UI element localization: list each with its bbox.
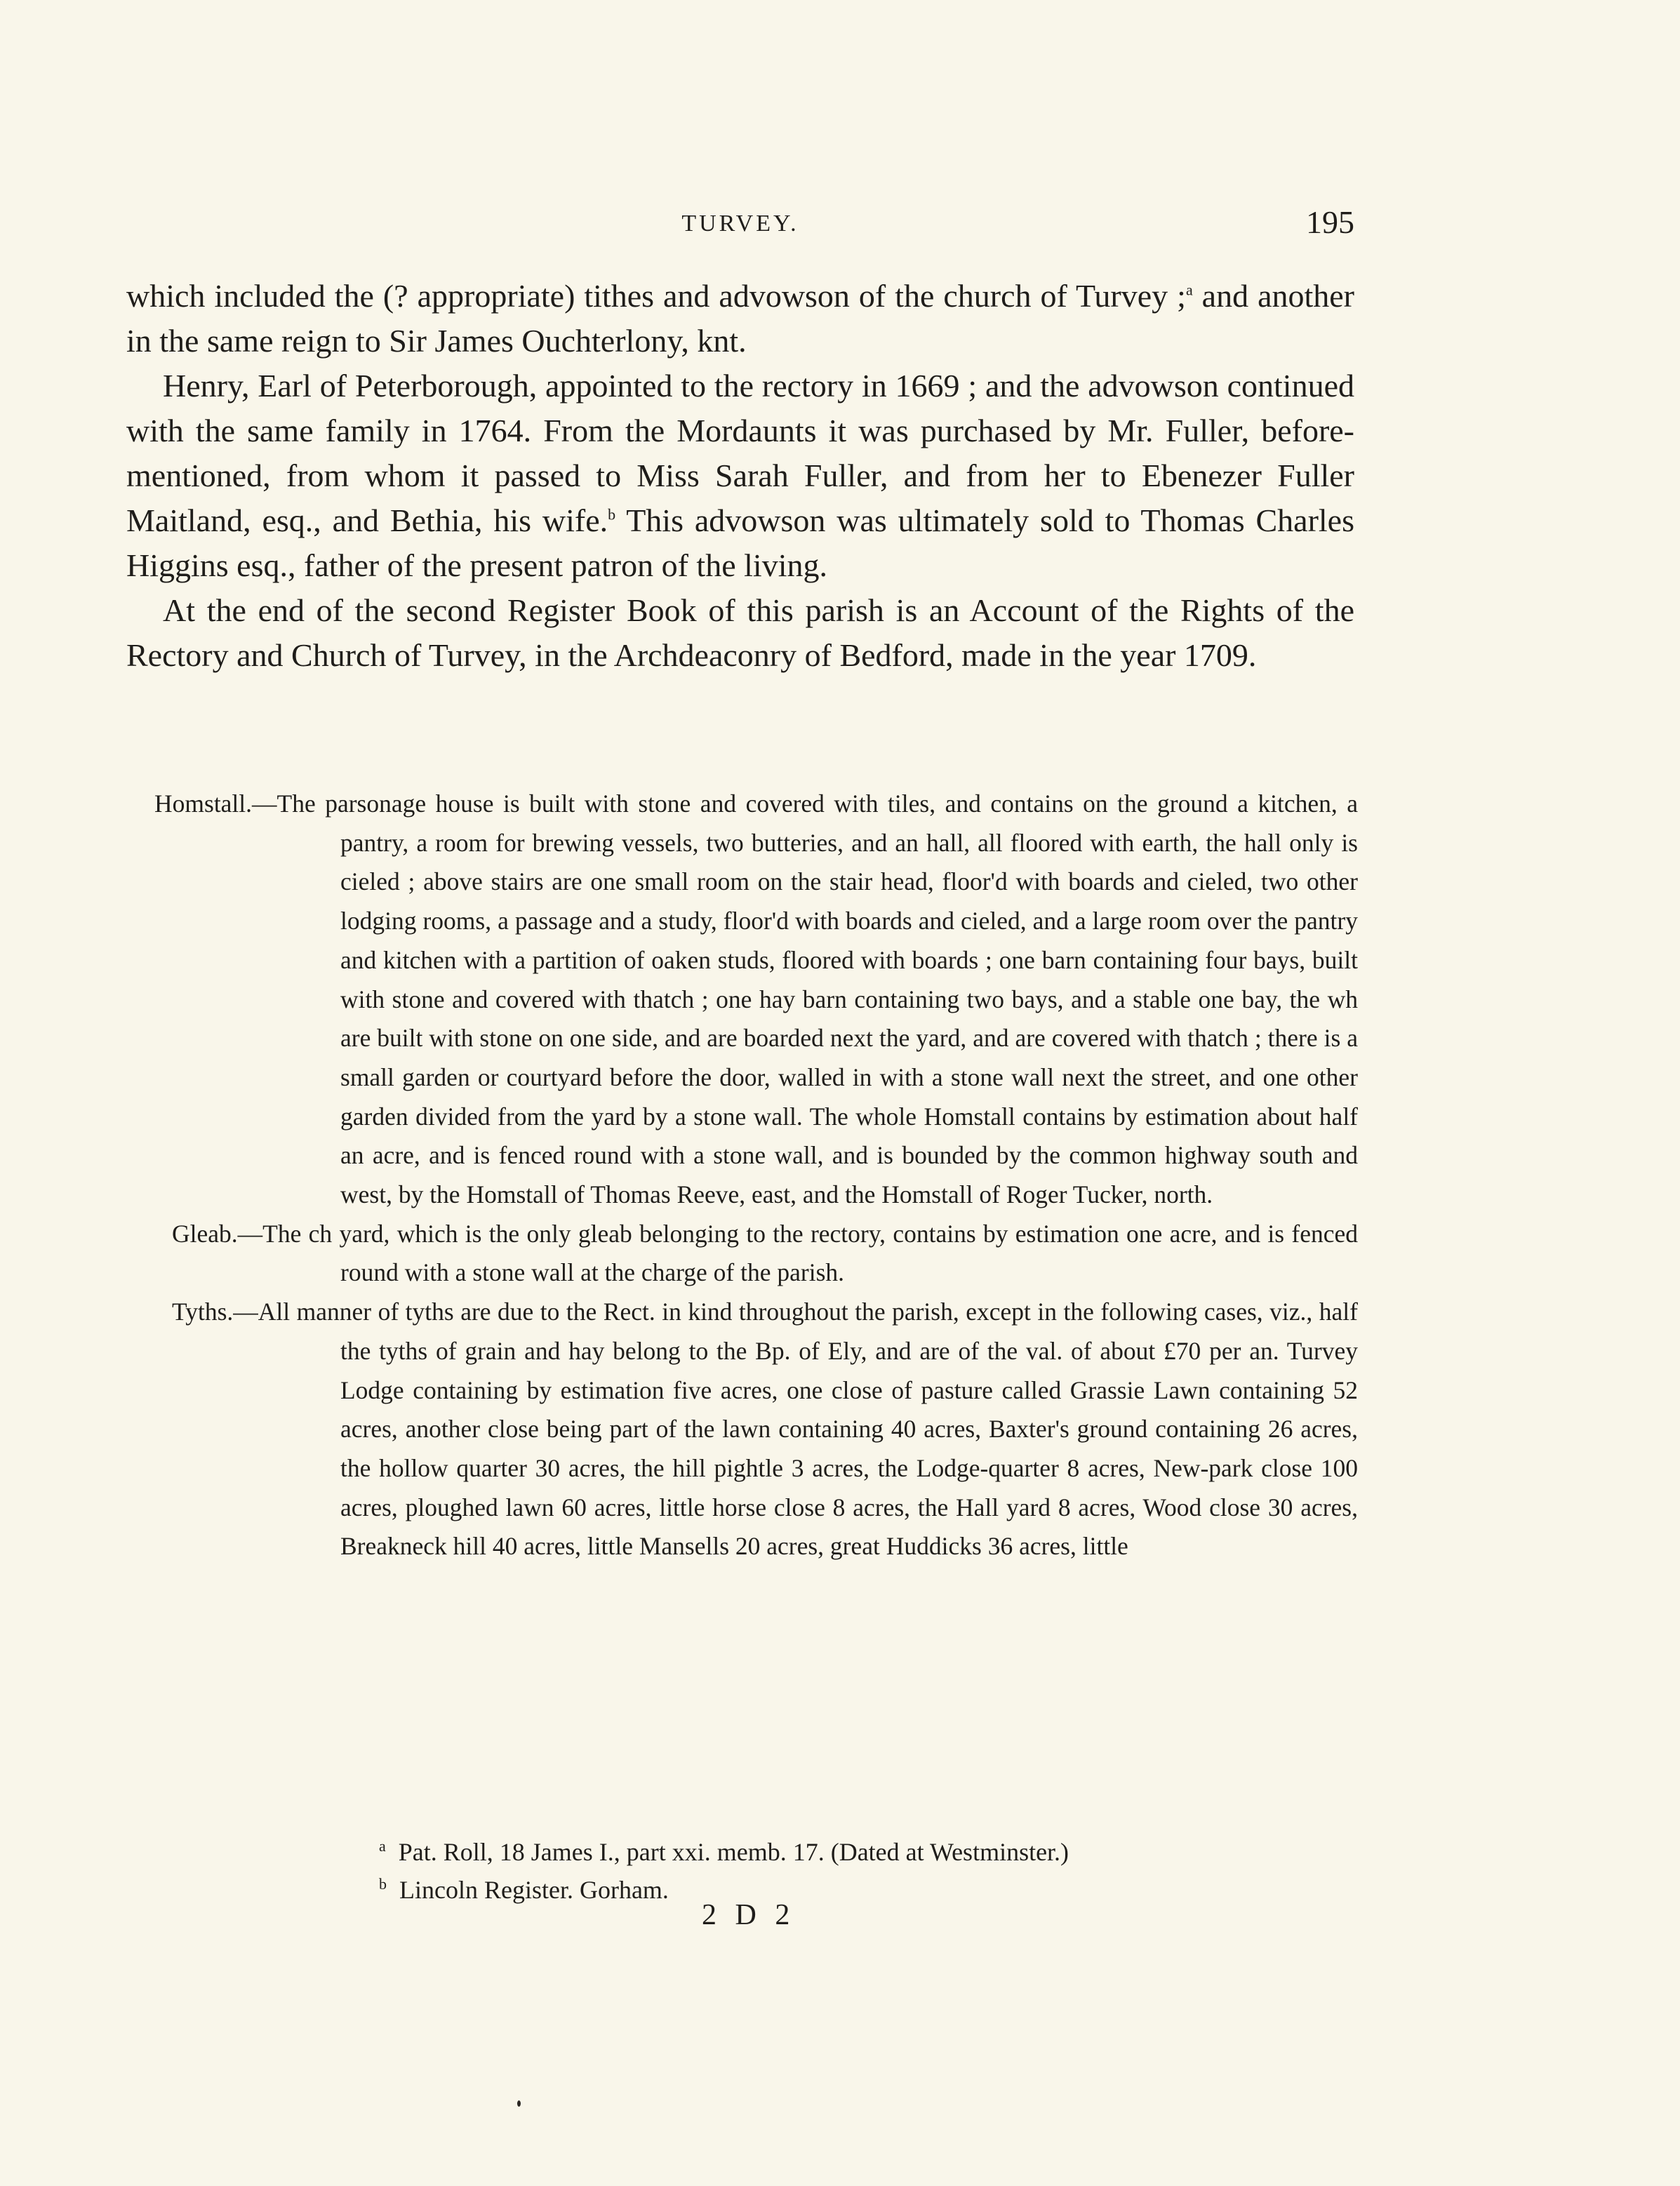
footnote-b (379, 1871, 1291, 1909)
paragraph-1-text-a: which included the (? appropriate) tithes and advowson of the church of Turvey ; (126, 278, 1186, 314)
running-title: TURVEY. (681, 211, 799, 236)
footnote-ref-b: b (608, 505, 616, 524)
footnotes (379, 1833, 1291, 1909)
main-text (126, 274, 1354, 678)
footnote-a (379, 1833, 1291, 1871)
page-number: 195 (1306, 204, 1354, 240)
paragraph-2-text-a: Henry, Earl of Peterborough, appointed to the rectory in 1669 ; and the advowson continued with the same family in 1764. From the Mordaunts it was purchased by Mr. Fuller, before-mentioned, from whom it passed to Miss Sarah Fuller, and from her to Ebenezer Fuller Maitland, esq., and Bethia, his wife. (126, 368, 1354, 538)
footnote-text: Pat. Roll, 18 James I., part xxi. memb. 17. (Dated at Westminster.) (398, 1838, 1069, 1866)
register-extract (154, 785, 1358, 1566)
paragraph-3: At the end of the second Register Book of this parish is an Account of the Rights of the Rectory and Church of Turvey, in the Archdeaconry of Bedford, made in the year 1709. (126, 592, 1354, 673)
entry-gleab: Gleab.—The ch yard, which is the only gleab belonging to the rectory, contains by estimation one acre, and is fenced round with a stone wall at the charge of the parish. (172, 1219, 1358, 1287)
paragraph-2-text-b: This advowson was ultimately sold to Thomas Charles Higgins esq., father of the present patron of the living. (126, 502, 1354, 583)
running-head (126, 204, 1354, 246)
signature-mark: 2 D 2 (702, 1899, 796, 1931)
paragraph-1 (126, 274, 1354, 364)
ink-speck (517, 2100, 521, 2107)
paragraph-2 (126, 364, 1354, 588)
paragraph-1-text-b: and another in the same reign to Sir James Ouchterlony, knt. (126, 278, 1354, 359)
footnote-mark: a (379, 1837, 386, 1855)
entry-homstall: Homstall.—The parsonage house is built with stone and covered with tiles, and contains on the ground a kitchen, a pantry, a room for brewing vessels, two butteries, and an hall, all floored with earth, the hall only is cieled ; above stairs are one small room on the stair head, floor'd with boards and cieled, two other lodging rooms, a passage and a study, floor'd with boards and cieled, and a large room over the pantry and kitchen with a partition of oaken studs, floored with boards ; one barn containing four bays, built with stone and covered with thatch ; one hay barn containing two bays, and a stable one bay, the wh are built with stone on one side, and are boarded next the yard, and are covered with thatch ; there is a small garden or courtyard before the door, walled in with a stone wall next the street, and one other garden divided from the yard by a stone wall. The whole Homstall contains by estimation about half an acre, and is fenced round with a stone wall, and is bounded by the common highway south and west, by the Homstall of Thomas Reeve, east, and the Homstall of Roger Tucker, north. (154, 789, 1358, 1209)
entry-tyths: Tyths.—All manner of tyths are due to the Rect. in kind throughout the parish, except in the following cases, viz., half the tyths of grain and hay belong to the Bp. of Ely, and are of the val. of about £70 per an. Turvey Lodge containing by estimation five acres, one close of pasture called Grassie Lawn containing 52 acres, another close being part of the lawn containing 40 acres, Baxter's ground containing 26 acres, the hollow quarter 30 acres, the hill pightle 3 acres, the Lodge-quarter 8 acres, New-park close 100 acres, ploughed lawn 60 acres, little horse close 8 acres, the Hall yard 8 acres, Wood close 30 acres, Breakneck hill 40 acres, little Mansells 20 acres, great Huddicks 36 acres, little (172, 1298, 1358, 1561)
footnote-ref-a: a (1185, 281, 1193, 299)
footnote-text: Lincoln Register. Gorham. (399, 1876, 669, 1904)
footnote-mark: b (379, 1875, 387, 1893)
